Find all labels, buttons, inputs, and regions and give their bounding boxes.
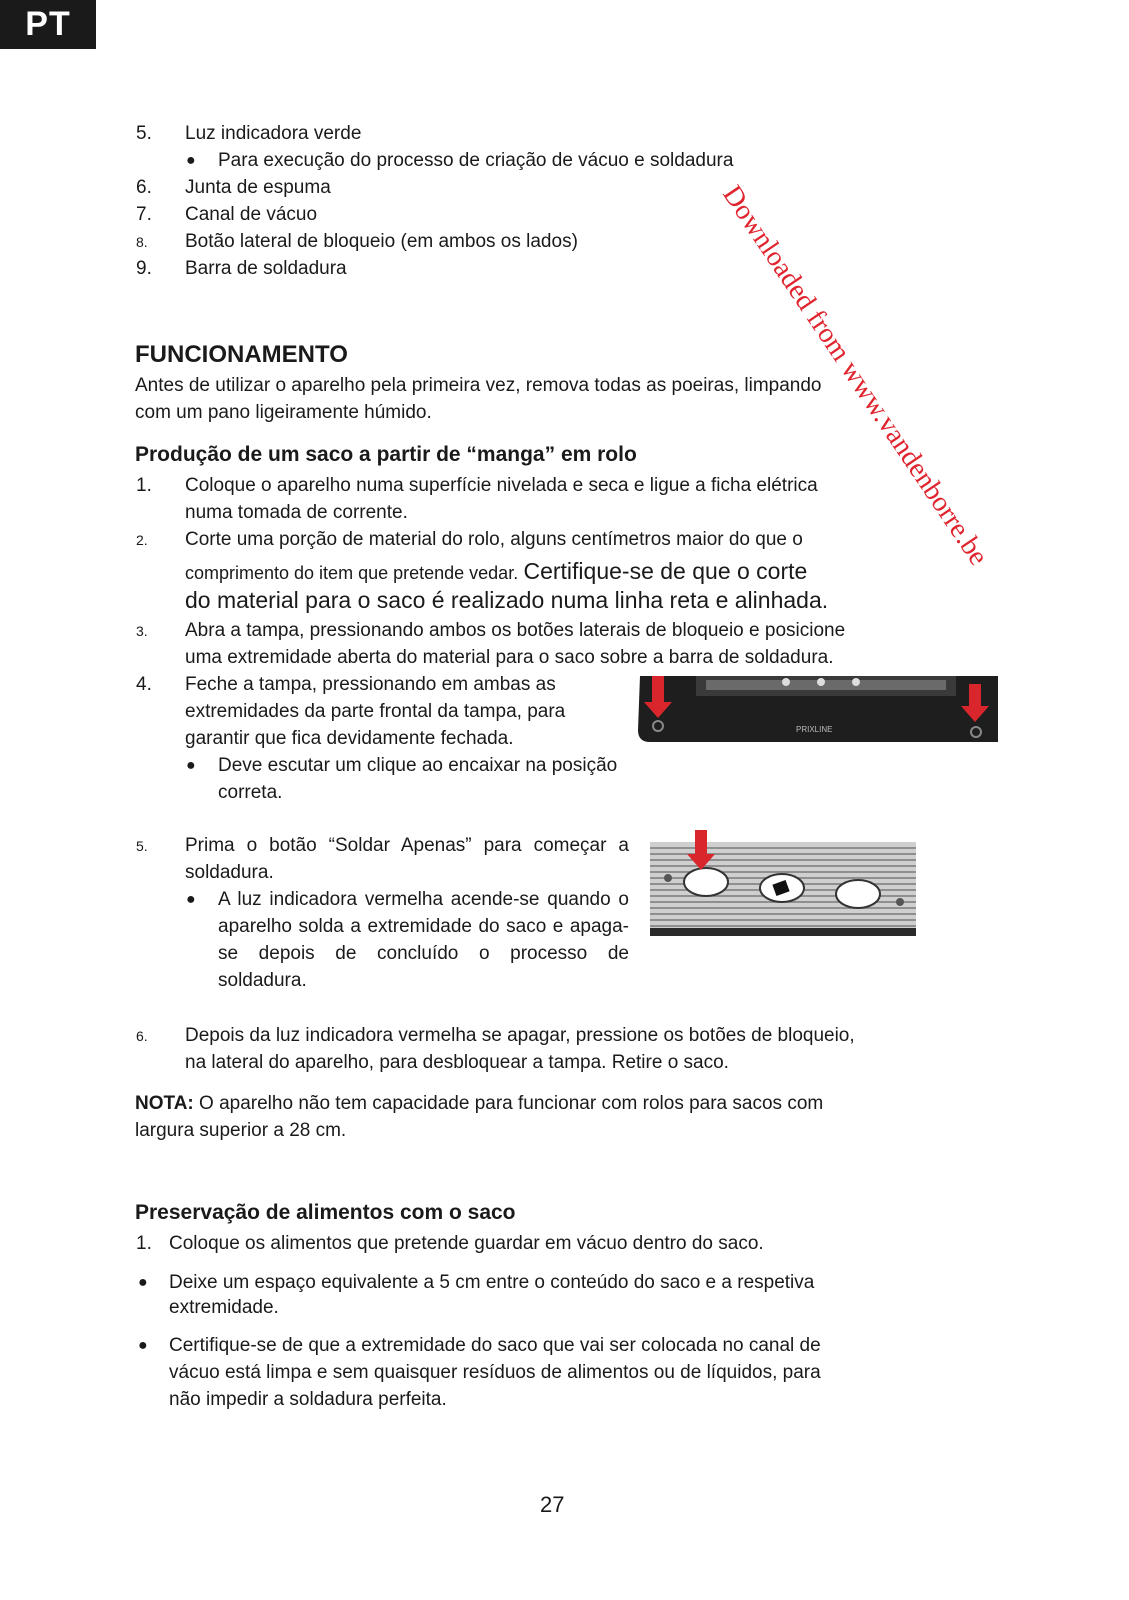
watermark: Downloaded from www.vandenborre.be [716,180,995,571]
step-text: Corte uma porção de material do rolo, alguns centímetros maior do que o [185,529,803,550]
note-text: largura superior a 28 cm. [135,1120,347,1141]
language-tab: PT [0,0,96,49]
bullet-text: não impedir a soldadura perfeita. [169,1389,447,1410]
step-text: Coloque os alimentos que pretende guardar em vácuo dentro do saco. [169,1233,764,1254]
step-text: Prima o botão “Soldar Apenas” para começar a soldadura. [185,835,629,883]
step-text: garantir que fica devidamente fechada. [185,728,514,749]
bullet-icon: ● [138,1337,148,1354]
bullet-text: Certifique-se de que a extremidade do saco que vai ser colocada no canal de [169,1335,821,1356]
bullet-icon: ● [138,1274,148,1291]
step-number: 1. [136,475,152,496]
step-text-small: comprimento do item que pretende vedar. [185,563,519,583]
note-label: NOTA: [135,1093,194,1114]
list-number: 6. [136,177,152,198]
step-text: A luz indicadora vermelha acende-se quando o aparelho solda a extremidade do saco e apaga-se depois de concluído o processo de soldadura. [218,889,629,991]
list-number: 5. [136,123,152,144]
intro-line: com um pano ligeiramente húmido. [135,402,432,423]
step-number: 4. [136,674,152,695]
step-text: Abra a tampa, pressionando ambos os botões laterais de bloqueio e posicione [185,620,846,641]
step-number: 1. [136,1233,152,1254]
step-text-large: Certifique-se de que o corte [523,558,808,584]
bullet-text: Deixe um espaço equivalente a 5 cm entre o conteúdo do saco e a respetiva [169,1272,815,1293]
step-text [185,556,807,587]
subsection-title: Produção de um saco a partir de “manga” em rolo [135,443,637,466]
indicator-button-icon [836,880,880,908]
intro-line: Antes de utilizar o aparelho pela primeira vez, remova todas as poeiras, limpando [135,375,822,396]
list-number: 7. [136,204,152,225]
subsection-title: Preservação de alimentos com o saco [135,1201,516,1224]
step-number: 2. [136,532,148,548]
note-text: O aparelho não tem capacidade para funcionar com rolos para sacos com [193,1093,824,1114]
step-number: 6. [136,1028,148,1044]
step-text: Feche a tampa, pressionando em ambas as [185,674,556,695]
step-text: Coloque o aparelho numa superfície nivelada e seca e ligue a ficha elétrica [185,475,818,496]
note [135,1090,823,1117]
step-text: Deve escutar um clique ao encaixar na posição [218,755,618,776]
list-item: Botão lateral de bloqueio (em ambos os lados) [185,231,578,252]
step-text: Depois da luz indicadora vermelha se apagar, pressione os botões de bloqueio, [185,1025,855,1046]
device-label: PRIXLINE [796,725,833,734]
list-number: 9. [136,258,152,279]
list-item: Barra de soldadura [185,258,347,279]
page-number: 27 [540,1492,565,1517]
seal-only-button-icon [684,868,728,896]
bullet-text: vácuo está limpa e sem quaisquer resíduos de alimentos ou de líquidos, para [169,1362,821,1383]
lid-close-figure [636,672,1000,746]
step-text: na lateral do aparelho, para desbloquear a tampa. Retire o saco. [185,1052,729,1073]
step-text: numa tomada de corrente. [185,502,408,523]
bullet-icon: ● [186,152,196,169]
step-number: 5. [136,838,148,854]
bullet-text: extremidade. [169,1297,279,1318]
step-text: uma extremidade aberta do material para o saco sobre a barra de soldadura. [185,647,834,668]
bullet-icon: ● [186,891,196,908]
list-item: Luz indicadora verde [185,123,362,144]
list-number: 8. [136,234,148,250]
list-item: Canal de vácuo [185,204,318,225]
step-text-large: do material para o saco é realizado numa linha reta e alinhada. [185,587,829,613]
control-panel-figure [650,830,916,936]
step-text: extremidades da parte frontal da tampa, para [185,701,566,722]
list-item: Para execução do processo de criação de vácuo e soldadura [218,150,734,171]
bullet-icon: ● [186,757,196,774]
step-number: 3. [136,623,148,639]
list-item: Junta de espuma [185,177,331,198]
section-title: FUNCIONAMENTO [135,341,348,368]
step-text: correta. [218,782,283,803]
